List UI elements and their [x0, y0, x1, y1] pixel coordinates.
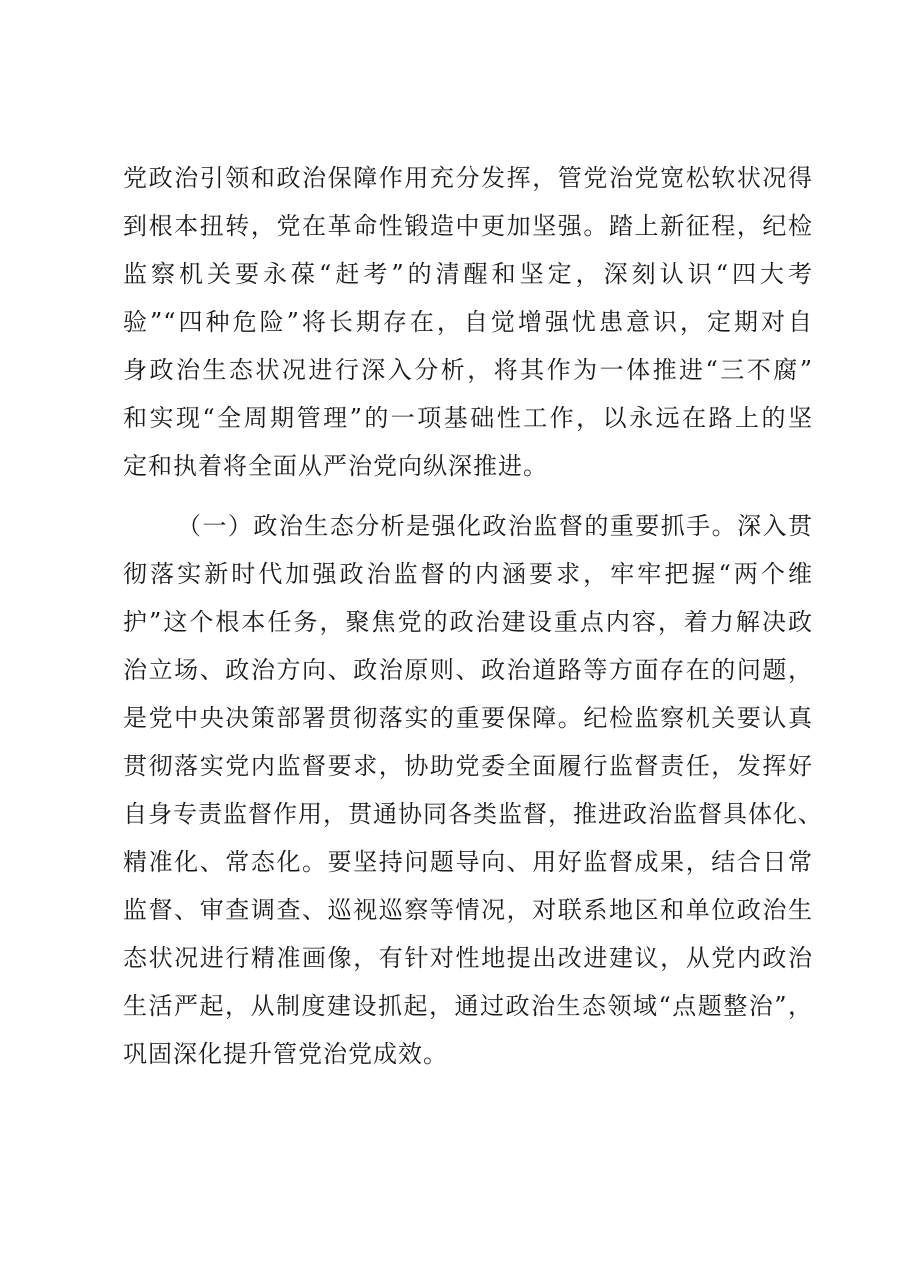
text-line: 定和执着将全面从严治党向纵深推进。	[123, 452, 548, 480]
text-line: （一）政治生态分析是强化政治监督的重要抓手。深入贯	[177, 512, 813, 540]
paragraph-2	[123, 502, 823, 1078]
text-line: 和实现“全周期管理”的一项基础性工作，以永远在路上的坚	[123, 404, 813, 432]
text-line: 巩固深化提升管党治党成效。	[123, 1040, 448, 1068]
text-line: 监督、审查调查、巡视巡察等情况，对联系地区和单位政治生	[123, 896, 813, 924]
text-line: 是党中央决策部署贯彻落实的重要保障。纪检监察机关要认真	[123, 704, 813, 732]
text-line: 态状况进行精准画像，有针对性地提出改进建议，从党内政治	[123, 944, 813, 972]
text-line: 生活严起，从制度建设抓起，通过政治生态领域“点题整治”，	[123, 992, 813, 1020]
text-line: 身政治生态状况进行深入分析，将其作为一体推进“三不腐”	[123, 356, 813, 384]
text-line: 护”这个根本任务，聚焦党的政治建设重点内容，着力解决政	[123, 608, 813, 636]
text-line: 治立场、政治方向、政治原则、政治道路等方面存在的问题，	[123, 656, 813, 684]
text-line: 验”“四种危险”将长期存在，自觉增强忧患意识，定期对自	[123, 308, 813, 336]
text-line: 党政治引领和政治保障作用充分发挥，管党治党宽松软状况得	[123, 164, 813, 192]
paragraph-1	[123, 154, 813, 490]
text-line: 自身专责监督作用，贯通协同各类监督，推进政治监督具体化、	[123, 800, 823, 828]
text-line: 贯彻落实党内监督要求，协助党委全面履行监督责任，发挥好	[123, 752, 813, 780]
text-line: 彻落实新时代加强政治监督的内涵要求，牢牢把握“两个维	[123, 560, 813, 588]
document-body	[123, 154, 823, 1078]
text-line: 到根本扭转，党在革命性锻造中更加坚强。踏上新征程，纪检	[123, 212, 813, 240]
text-line: 监察机关要永葆“赶考”的清醒和坚定，深刻认识“四大考	[123, 260, 813, 288]
text-line: 精准化、常态化。要坚持问题导向、用好监督成果，结合日常	[123, 848, 813, 876]
